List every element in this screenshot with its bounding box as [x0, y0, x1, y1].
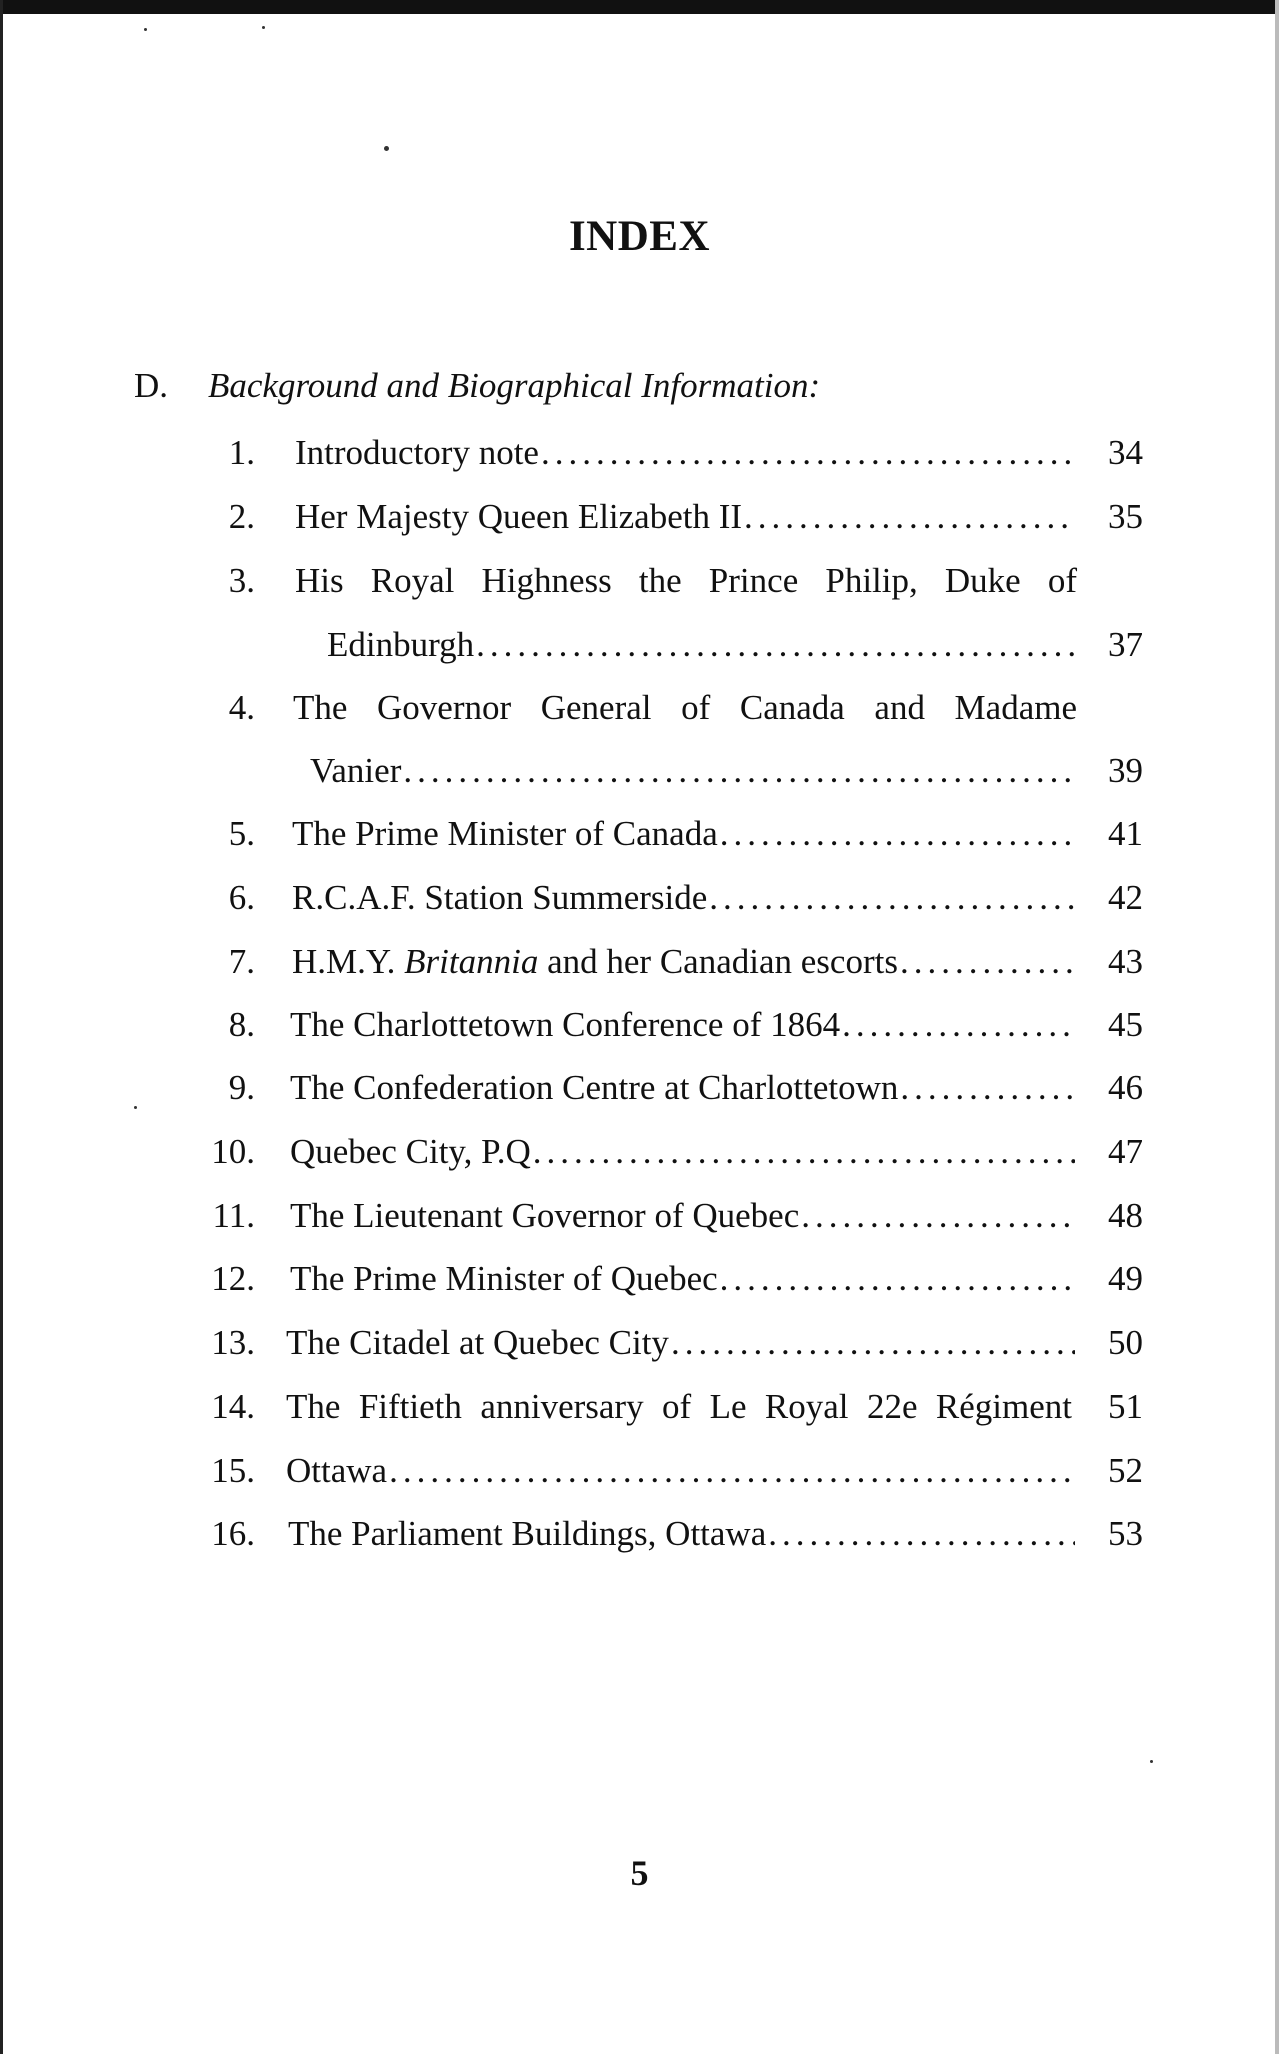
dot-leader: [898, 940, 1075, 984]
page-number: 5: [630, 1853, 649, 1893]
index-entry: [0, 1385, 1279, 1429]
entry-title-prefix: H.M.Y.: [292, 942, 396, 981]
index-entry: [0, 1449, 1279, 1493]
section-heading: [134, 366, 820, 406]
entry-title-line2: Vanier: [310, 751, 402, 790]
entry-number: 2.: [228, 497, 255, 536]
entry-page: 34: [1108, 433, 1143, 472]
dot-leader: [474, 623, 1075, 667]
entry-title-line2: Edinburgh: [327, 625, 475, 664]
index-entry-continuation: [0, 623, 1279, 667]
entry-title-line1: The Governor General of Canada and Madame: [293, 688, 1077, 727]
entry-line: [290, 1257, 1075, 1301]
dot-leader: [766, 1512, 1075, 1556]
entry-number: 10.: [211, 1132, 255, 1171]
entry-number: 1.: [228, 433, 255, 472]
index-entry: [0, 1257, 1279, 1301]
section-heading-text: Background and Biographical Information:: [208, 366, 821, 405]
entry-line: [295, 431, 1075, 475]
entry-title: Introductory note: [295, 433, 539, 472]
entry-title: The Confederation Centre at Charlottetown: [290, 1068, 899, 1107]
entry-title: R.C.A.F. Station Summerside: [292, 878, 708, 917]
entry-title: The Citadel at Quebec City: [286, 1323, 669, 1362]
entry-line: [292, 876, 1075, 920]
dot-leader: [898, 1066, 1075, 1110]
entry-line: [286, 1449, 1075, 1493]
scan-speck: [1150, 1760, 1153, 1763]
ship-name: Britannia: [404, 942, 539, 981]
entry-number: 9.: [228, 1068, 255, 1107]
index-entry: [0, 431, 1279, 475]
entry-page: 52: [1108, 1451, 1143, 1490]
entry-line: [327, 623, 1075, 667]
entry-title: The Lieutenant Governor of Quebec: [290, 1196, 800, 1235]
index-entry: [0, 940, 1279, 984]
scan-speck: [262, 26, 265, 29]
index-entry: [0, 1066, 1279, 1110]
dot-leader: [718, 1257, 1075, 1301]
dot-leader: [531, 1130, 1075, 1174]
entry-number: 11.: [212, 1196, 255, 1235]
entry-number: 8.: [228, 1005, 255, 1044]
entry-line: [290, 1066, 1075, 1110]
entry-page: 46: [1108, 1068, 1143, 1107]
entry-title: Quebec City, P.Q: [290, 1132, 531, 1171]
entry-number: 12.: [211, 1259, 255, 1298]
dot-leader: [718, 812, 1075, 856]
dot-leader: [840, 1003, 1075, 1047]
entry-number: 6.: [228, 878, 255, 917]
index-entry: [0, 686, 1279, 730]
entry-title: [292, 940, 898, 984]
section-letter: D.: [134, 366, 169, 405]
index-entry-continuation: [0, 749, 1279, 793]
entry-title: The Charlottetown Conference of 1864: [290, 1005, 841, 1044]
entry-title-line1: His Royal Highness the Prince Philip, Duke of: [295, 561, 1077, 600]
entry-title: The Prime Minister of Quebec: [290, 1259, 718, 1298]
dot-leader: [401, 749, 1075, 793]
entry-title: The Fiftieth anniversary of Le Royal 22e Régiment: [286, 1387, 1072, 1426]
entry-title-suffix: and her Canadian escorts: [547, 942, 898, 981]
entry-page: 45: [1108, 1005, 1143, 1044]
entry-page: 35: [1108, 497, 1143, 536]
entry-number: 7.: [228, 942, 255, 981]
entry-page: 47: [1108, 1132, 1143, 1171]
entry-line: [310, 749, 1075, 793]
index-entry: [0, 1003, 1279, 1047]
entry-line: [286, 1321, 1075, 1365]
entry-line: [290, 1130, 1075, 1174]
index-entry: [0, 1512, 1279, 1556]
entry-page: 41: [1108, 814, 1143, 853]
entry-page: 53: [1108, 1514, 1143, 1553]
entry-page: 43: [1108, 942, 1143, 981]
entry-number: 5.: [228, 814, 255, 853]
entry-page: 49: [1108, 1259, 1143, 1298]
scan-speck: [384, 146, 389, 151]
entry-page: 37: [1108, 625, 1143, 664]
dot-leader: [539, 431, 1075, 475]
dot-leader: [799, 1194, 1075, 1238]
entry-line: [290, 1003, 1075, 1047]
index-entry: [0, 559, 1279, 603]
entry-line: [295, 495, 1075, 539]
index-entry: [0, 1321, 1279, 1365]
entry-page: 50: [1108, 1323, 1143, 1362]
entry-number: 13.: [211, 1323, 255, 1362]
page-title: INDEX: [568, 213, 711, 260]
dot-leader: [669, 1321, 1075, 1365]
entry-page: 48: [1108, 1196, 1143, 1235]
entry-title: Ottawa: [286, 1451, 388, 1490]
entry-page: 51: [1108, 1387, 1143, 1426]
entry-line: [292, 812, 1075, 856]
dot-leader: [707, 876, 1075, 920]
entry-number: 15.: [211, 1451, 255, 1490]
index-entry: [0, 1130, 1279, 1174]
dot-leader: [387, 1449, 1075, 1493]
scan-speck: [144, 28, 147, 31]
entry-line: [288, 1512, 1075, 1556]
entry-number: 4.: [228, 688, 255, 727]
index-entry: [0, 812, 1279, 856]
entry-title: Her Majesty Queen Elizabeth II: [295, 497, 743, 536]
entry-title: The Parliament Buildings, Ottawa: [288, 1514, 767, 1553]
index-entry: [0, 495, 1279, 539]
entry-page: 42: [1108, 878, 1143, 917]
entry-line: [292, 940, 1075, 984]
entry-title: The Prime Minister of Canada: [292, 814, 718, 853]
scan-top-border: [0, 0, 1279, 14]
entry-number: 16.: [211, 1514, 255, 1553]
entry-number: 14.: [211, 1387, 255, 1426]
entry-line: [290, 1194, 1075, 1238]
index-entry: [0, 1194, 1279, 1238]
entry-number: 3.: [228, 561, 255, 600]
dot-leader: [742, 495, 1075, 539]
index-entry: [0, 876, 1279, 920]
entry-page: 39: [1108, 751, 1143, 790]
